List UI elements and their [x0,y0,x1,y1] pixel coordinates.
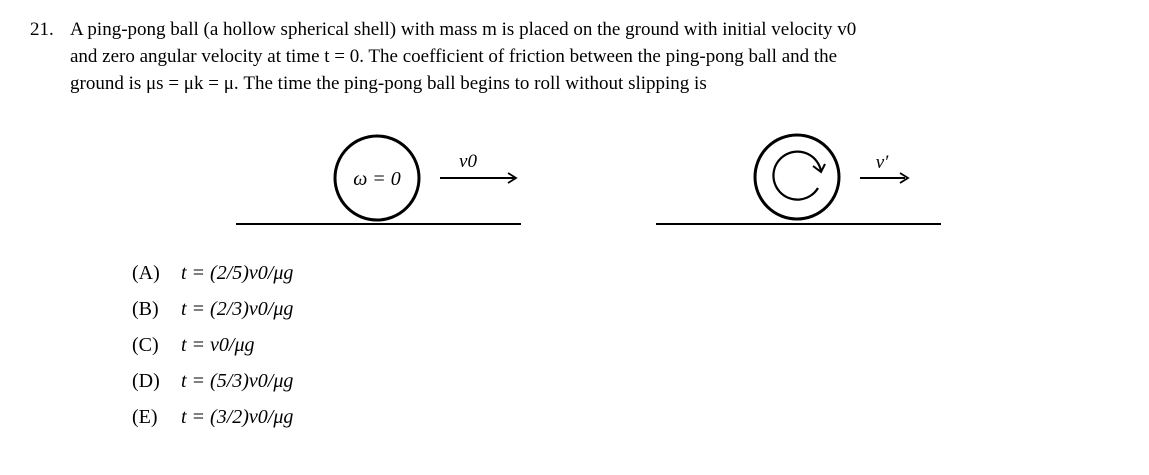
choice-c[interactable] [132,330,293,366]
figure-rolling-state [650,120,950,240]
answer-choices [132,258,293,438]
choice-d-text: t = (5/3)v0/μg [181,370,294,392]
figure-initial-state [230,120,530,240]
angular-velocity-label: ω = 0 [353,168,401,190]
choice-e[interactable] [132,402,293,438]
choice-d-label: (D) [132,370,160,392]
problem-text-line-2: and zero angular velocity at time t = 0. The coefficient of friction between the ping-pong ball and the [70,46,838,67]
problem-text [70,16,1110,97]
choice-e-text: t = (3/2)v0/μg [181,406,294,428]
final-velocity-label: v′ [875,152,889,173]
choice-a-text: t = (2/5)v0/μg [181,262,294,284]
choice-a[interactable] [132,258,293,294]
choice-e-label: (E) [132,406,158,428]
choice-d[interactable] [132,366,293,402]
choice-b-text: t = (2/3)v0/μg [181,298,294,320]
initial-velocity-label: v0 [459,151,477,172]
choice-c-label: (C) [132,334,159,356]
rotation-arrow-icon [773,152,821,200]
choice-a-label: (A) [132,262,160,284]
problem-text-line-1: A ping-pong ball (a hollow spherical shell) with mass m is placed on the ground with initial velocity v0 [70,19,857,40]
choice-b-label: (B) [132,298,159,320]
choice-c-text: t = v0/μg [181,334,255,356]
problem-text-line-3: ground is μs = μk = μ. The time the ping-pong ball begins to roll without slipping is [70,73,707,94]
choice-b[interactable] [132,294,293,330]
problem-number: 21. [30,19,54,40]
ping-pong-ball-rolling [755,135,839,219]
